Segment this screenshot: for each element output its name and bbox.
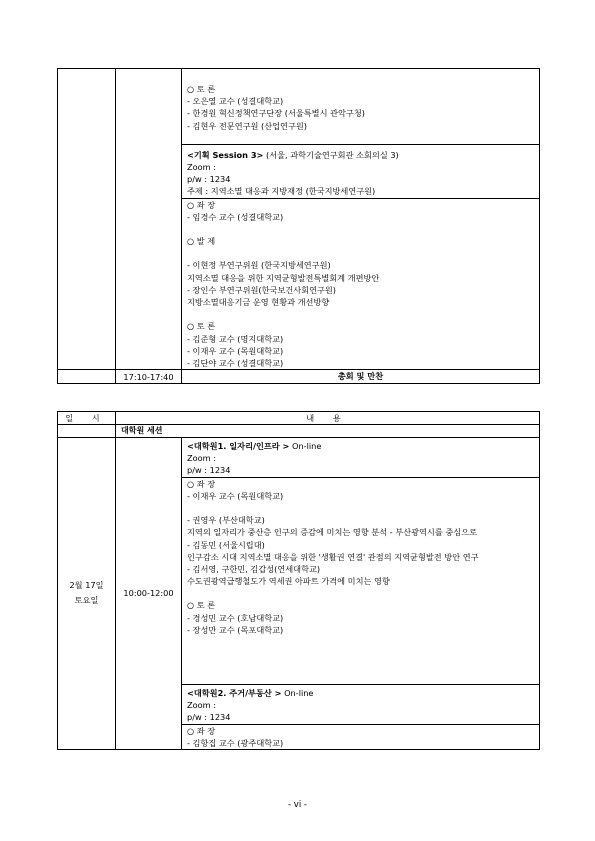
- session-topic: 주제 : 지역소멸 대응과 지방재정 (한국지방세연구원): [187, 186, 376, 197]
- chair-heading: ○ 좌 장: [187, 725, 216, 736]
- discussant: - 김단야 교수 (성결대학교): [187, 357, 284, 368]
- chair-person: - 김항집 교수 (광주대학교): [187, 737, 284, 748]
- grad2-block: [182, 684, 539, 724]
- presentation-heading: ○ 발 제: [187, 236, 216, 247]
- grad1-title: <대학원1. 일자리/인프라 > On-line: [187, 441, 322, 451]
- discussant: - 김현우 전문연구원 (산업연구원): [187, 120, 307, 131]
- password-label: p/w : 1234: [187, 712, 231, 723]
- session3-program: [182, 198, 539, 370]
- presentation-title: 지역의 일자리가 중산층 인구의 증감에 미치는 영향 분석 - 부산광역시를 중심으로: [187, 527, 477, 538]
- discussant: - 이재우 교수 (목원대학교): [187, 345, 284, 356]
- zoom-label: Zoom :: [187, 161, 216, 172]
- presenter: - 권영우 (부산대학교): [187, 515, 265, 526]
- schedule-table-2: [57, 411, 540, 750]
- chair-person: - 이재우 교수 (목원대학교): [187, 490, 284, 501]
- closing-time: 17:10-17:40: [116, 370, 182, 384]
- discussion-heading: ○ 토 론: [187, 84, 216, 94]
- chair-heading: ○ 좌 장: [187, 199, 216, 210]
- page-number: - vi -: [288, 800, 307, 810]
- discussant: - 오은열 교수 (성결대학교): [187, 96, 284, 107]
- date-cell: [58, 438, 116, 750]
- table-header-row: [58, 412, 540, 425]
- session-weekday: 토요일: [74, 595, 99, 606]
- presenter: - 장인수 부연구위원(한국보건사회연구원): [187, 284, 337, 295]
- discussant: - 한경원 혁신정책연구단장 (서울특별시 관악구청): [187, 108, 365, 119]
- chair-heading: ○ 좌 장: [187, 478, 216, 489]
- session3-block: [182, 144, 539, 198]
- presentation-title: 인구감소 시대 지역소멸 대응을 위한 '생활권 연결' 관점의 지역균형발전 방안 연구: [187, 551, 479, 562]
- presenter: - 김서영, 구한민, 김갑성(연세대학교): [187, 563, 321, 574]
- header-content: 내 용: [116, 412, 540, 425]
- zoom-label: Zoom :: [187, 700, 216, 711]
- chair-person: - 임경수 교수 (성결대학교): [187, 211, 284, 222]
- discussion-heading: ○ 토 론: [187, 321, 216, 332]
- header-date: 일 시: [58, 412, 116, 425]
- discussion-heading: ○ 토 론: [187, 600, 216, 611]
- session-date: 2월 17일: [69, 580, 104, 591]
- grad2-title: <대학원2. 주거/부동산 > On-line: [187, 688, 314, 699]
- grad2-program: [182, 724, 539, 749]
- session3-title: <기획 Session 3> (서울, 과학기술연구회관 소회의실 3): [187, 149, 399, 160]
- session-time: 10:00-12:00: [116, 438, 182, 750]
- schedule-table-1: [57, 68, 540, 384]
- presenter: - 이현정 부연구위원 (한국지방세연구원): [187, 260, 331, 271]
- presentation-title: 지방소멸대응기금 운영 현황과 개선방향: [187, 297, 330, 307]
- grad-session-label: 대학원 세션: [116, 425, 540, 438]
- program-cell: [182, 438, 540, 750]
- password-label: p/w : 1234: [187, 174, 231, 185]
- closing-event: 총회 및 만찬: [182, 370, 540, 384]
- zoom-label: Zoom :: [187, 453, 216, 464]
- program-cell: [182, 69, 540, 370]
- presentation-title: 수도권광역급행철도가 역세권 아파트 가격에 미치는 영향: [187, 576, 390, 587]
- time-cell: [116, 69, 182, 370]
- password-label: p/w : 1234: [187, 465, 231, 476]
- presenter: - 김동민 (서울시립대): [187, 539, 265, 550]
- grad-session-row: [58, 425, 540, 438]
- discussant: - 장성만 교수 (목포대학교): [187, 624, 284, 635]
- date-cell: [58, 69, 116, 370]
- grad1-program: [182, 477, 539, 684]
- presentation-title: 지역소멸 대응을 위한 지역균형발전특별회계 개편방안: [187, 272, 380, 283]
- discussant: - 김준형 교수 (명지대학교): [187, 333, 284, 344]
- discussant: - 경성민 교수 (호남대학교): [187, 612, 284, 623]
